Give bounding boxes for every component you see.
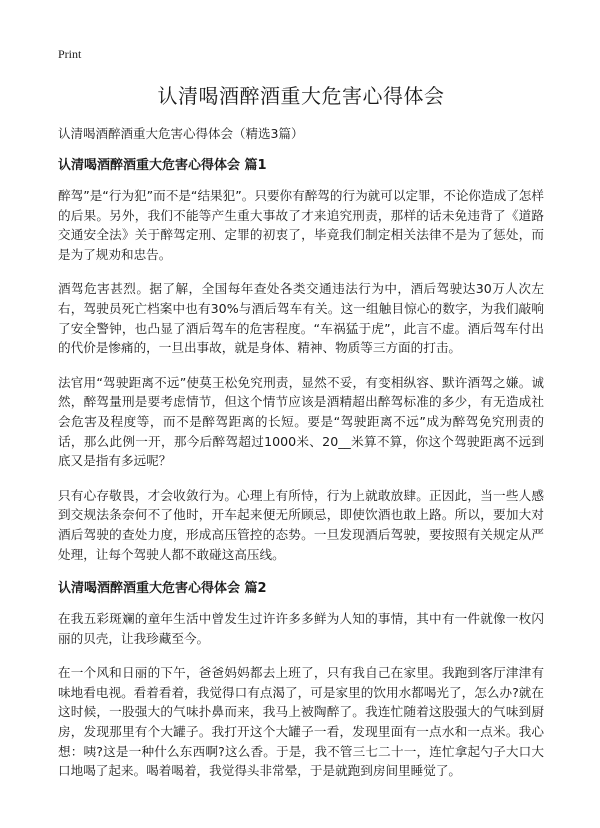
- document-subtitle: 认清喝酒醉酒重大危害心得体会（精选3篇）: [58, 126, 304, 141]
- section-1: [58, 156, 544, 564]
- paragraph: 醉驾”是“行为犯”而不是“结果犯”。只要你有醉驾的行为就可以定罪，不论你造成了怎样的后果。另外，我们不能等产生重大事故了才来追究刑责，那样的话未免违背了《道路交通安全法》关于醉驾定刑、定罪的初衷了，毕竟我们制定相关法律不是为了惩处，而是为了规劝和忠告。: [58, 188, 544, 262]
- paragraph: 只有心存敬畏，才会收敛行为。心理上有所恃，行为上就敢放肆。正因此，当一些人感到交规法条奈何不了他时，开车起来便无所顾忌，即使饮酒也敢上路。所以，要加大对酒后驾驶的查处力度，形成高压管控的态势。一旦发现酒后驾驶，要按照有关规定从严处理，让每个驾驶人都不敢碰这高压线。: [58, 487, 544, 562]
- paragraph: 在我五彩斑斓的童年生活中曾发生过许许多多鲜为人知的事情，其中有一件就像一枚闪丽的贝壳，让我珍藏至今。: [58, 611, 544, 646]
- section-heading: 认清喝酒醉酒重大危害心得体会 篇1: [58, 158, 267, 173]
- section-heading: 认清喝酒醉酒重大危害心得体会 篇2: [58, 581, 267, 597]
- paragraph: 法官用“驾驶距离不远”使莫王松免究刑责，显然不妥，有变相纵容、默许酒驾之嫌。诚然，醉驾量刑是要考虑情节，但这个情节应该是酒精超出醉驾标准的多少，有无造成社会危害及程度等，而不是醉驾距离的长短。要是“驾驶距离不远”成为醉驾免究刑责的话，那么此例一开，那今后醉驾超过1000米、20__米算不算，你这个驾驶距离不远到底又是指有多远呢？: [58, 374, 544, 469]
- print-link[interactable]: Print: [58, 47, 82, 61]
- paragraph: 在一个风和日丽的下午，爸爸妈妈都去上班了，只有我自己在家里。我跑到客厅津津有味地看电视。看着看着，我觉得口有点渴了，可是家里的饮用水都喝光了，怎么办?就在这时候，一股强大的气味扑鼻而来，我马上被陶醉了。我连忙随着这股强大的气味到厨房，发现那里有个大罐子。我打开这个大罐子一看，发现里面有一点水和一点米。我心想：咦?这是一种什么东西啊?这么香。于是，我不管三七二十一，连忙拿起勺子大口大口地喝了起来。喝着喝着，我觉得头非常晕，于是就跑到房间里睡觉了。: [58, 665, 544, 779]
- section-2: [58, 579, 544, 781]
- document-title: 认清喝酒醉酒重大危害心得体会: [157, 84, 445, 108]
- paragraph: 酒驾危害甚烈。据了解，全国每年查处各类交通违法行为中，酒后驾驶达30万人次左右，驾驶员死亡档案中也有30%与酒后驾车有关。这一组触目惊心的数字，为我们敲响了安全警钟，也凸显了酒后驾车的危害程度。“车祸猛于虎”，此言不虚。酒后驾车付出的代价是惨痛的，一旦出事故，就是身体、精神、物质等三方面的打击。: [58, 281, 544, 356]
